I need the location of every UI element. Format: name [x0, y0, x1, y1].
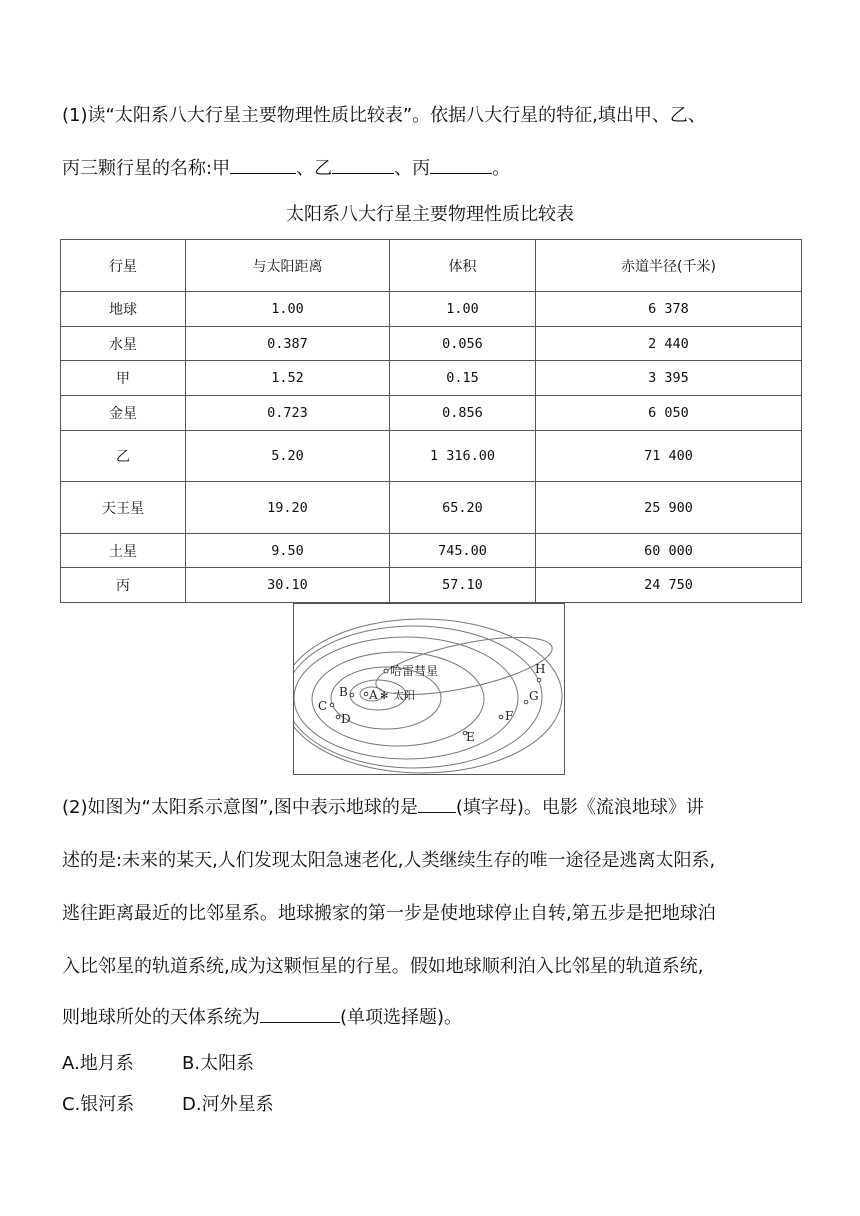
q1-text-jia: 丙三颗行星的名称:甲 [62, 158, 231, 179]
cell-distance: 30.10 [186, 568, 390, 603]
comet-point [384, 669, 388, 673]
q1-text-yi: 、乙 [296, 158, 333, 179]
cell-radius: 24 750 [536, 568, 802, 603]
orbit-g [294, 619, 562, 773]
point-g [524, 700, 528, 704]
option-b[interactable]: B.太阳系 [182, 1053, 255, 1074]
label-h: H [535, 662, 546, 676]
comet-label: 哈雷彗星 [390, 664, 439, 678]
answer-blank-jia[interactable] [230, 155, 296, 174]
solar-system-diagram [293, 603, 565, 775]
point-f [499, 715, 503, 719]
cell-distance: 5.20 [186, 431, 390, 482]
cell-planet: 乙 [61, 431, 186, 482]
option-c[interactable]: C.银河系 [62, 1094, 135, 1115]
point-a [364, 692, 368, 696]
cell-volume: 1 316.00 [390, 431, 536, 482]
planet-comparison-table [60, 239, 802, 603]
question-1-line-1: (1)读“太阳系八大行星主要物理性质比较表”。依据八大行星的特征,填出甲、乙、 [62, 105, 706, 126]
question-2-line-2: 述的是:未来的某天,人们发现太阳急速老化,人类继续生存的唯一途径是逃离太阳系, [62, 850, 716, 871]
header-volume: 体积 [390, 240, 536, 292]
label-a: A [369, 688, 378, 702]
cell-planet: 地球 [61, 292, 186, 327]
cell-distance: 19.20 [186, 482, 390, 534]
table-row [61, 482, 802, 534]
header-distance: 与太阳距离 [186, 240, 390, 292]
cell-distance: 1.00 [186, 292, 390, 327]
cell-volume: 0.15 [390, 361, 536, 396]
cell-radius: 2 440 [536, 327, 802, 361]
cell-volume: 0.856 [390, 396, 536, 431]
option-d[interactable]: D.河外星系 [182, 1094, 274, 1115]
table-row [61, 292, 802, 327]
option-a[interactable]: A.地月系 [62, 1053, 134, 1074]
header-planet: 行星 [61, 240, 186, 292]
table-row [61, 534, 802, 568]
solar-system-svg [294, 604, 564, 774]
options-row-1 [62, 1049, 254, 1075]
cell-planet: 土星 [61, 534, 186, 568]
table-row [61, 568, 802, 603]
q2-text-c: 则地球所处的天体系统为 [62, 1007, 260, 1028]
answer-blank-yi[interactable] [332, 155, 394, 174]
cell-radius: 3 395 [536, 361, 802, 396]
label-b: B [339, 685, 348, 699]
table-row [61, 327, 802, 361]
q1-text-bing: 、丙 [394, 158, 431, 179]
header-radius: 赤道半径(千米) [536, 240, 802, 292]
table-header-row [61, 240, 802, 292]
question-2-line-3: 逃往距离最近的比邻星系。地球搬家的第一步是使地球停止自转,第五步是把地球泊 [62, 903, 716, 924]
cell-radius: 25 900 [536, 482, 802, 534]
sun-icon: ✻ [380, 691, 389, 702]
question-2-line-1 [62, 782, 802, 833]
cell-radius: 6 378 [536, 292, 802, 327]
cell-radius: 71 400 [536, 431, 802, 482]
table-row [61, 431, 802, 482]
cell-distance: 1.52 [186, 361, 390, 396]
cell-distance: 9.50 [186, 534, 390, 568]
cell-volume: 745.00 [390, 534, 536, 568]
options-row-2 [62, 1090, 274, 1116]
cell-volume: 57.10 [390, 568, 536, 603]
q2-text-d: (单项选择题)。 [340, 1007, 463, 1028]
cell-volume: 0.056 [390, 327, 536, 361]
label-d: D [341, 712, 351, 726]
cell-radius: 6 050 [536, 396, 802, 431]
point-d [336, 715, 340, 719]
label-e: E [466, 730, 475, 744]
cell-radius: 60 000 [536, 534, 802, 568]
point-h [537, 678, 541, 682]
question-1-line-2 [62, 143, 802, 194]
answer-blank-bing[interactable] [430, 155, 492, 174]
q2-text-a: (2)如图为“太阳系示意图”,图中表示地球的是 [62, 797, 418, 818]
label-f: F [505, 709, 514, 723]
table-row [61, 361, 802, 396]
cell-planet: 天王星 [61, 482, 186, 534]
question-2-line-5 [62, 992, 802, 1043]
label-c: C [318, 699, 328, 713]
answer-blank-system[interactable] [260, 1004, 340, 1023]
cell-planet: 甲 [61, 361, 186, 396]
label-g: G [529, 689, 539, 703]
cell-volume: 1.00 [390, 292, 536, 327]
table-row [61, 396, 802, 431]
cell-distance: 0.723 [186, 396, 390, 431]
cell-planet: 丙 [61, 568, 186, 603]
point-b [350, 693, 354, 697]
cell-distance: 0.387 [186, 327, 390, 361]
cell-volume: 65.20 [390, 482, 536, 534]
sun-label: 太阳 [393, 689, 415, 702]
table-caption: 太阳系八大行星主要物理性质比较表 [286, 204, 574, 225]
cell-planet: 金星 [61, 396, 186, 431]
point-c [330, 703, 334, 707]
answer-blank-earth-letter[interactable] [418, 794, 456, 813]
question-2-line-4: 入比邻星的轨道系统,成为这颗恒星的行星。假如地球顺利泊入比邻星的轨道系统, [62, 956, 704, 977]
cell-planet: 水星 [61, 327, 186, 361]
q2-text-b: (填字母)。电影《流浪地球》讲 [455, 797, 704, 818]
q1-text-end: 。 [492, 158, 511, 179]
